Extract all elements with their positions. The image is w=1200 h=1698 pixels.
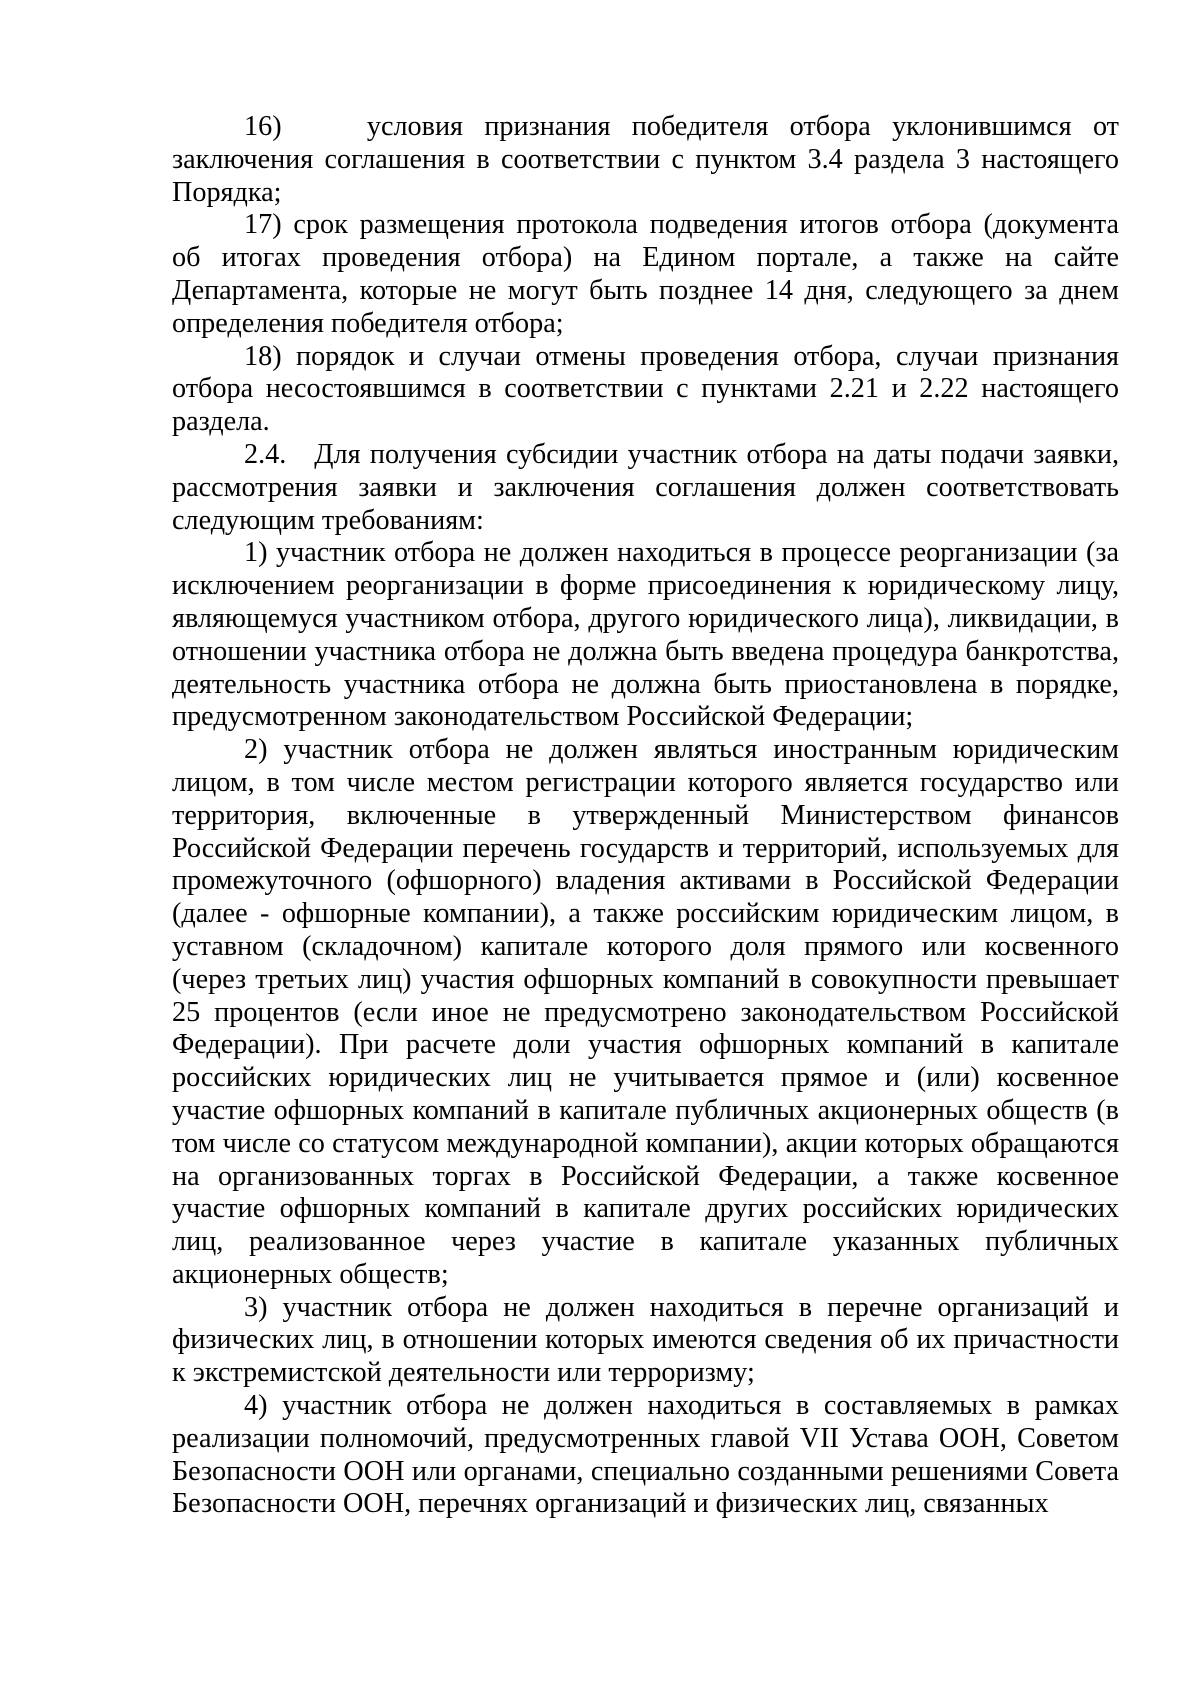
paragraph-item-16: 16) условия признания победителя отбора уклонившимся от заключения соглашения в соответствии с пунктом 3.4 раздела 3 настоящего Порядка; bbox=[172, 111, 1119, 208]
document-body bbox=[172, 111, 1119, 1521]
paragraph-item-18: 18) порядок и случаи отмены проведения отбора, случаи признания отбора несостоявшимся в соответствии с пунктами 2.21 и 2.22 настоящего раздела. bbox=[172, 340, 1119, 438]
paragraph-requirement-1: 1) участник отбора не должен находиться в процессе реорганизации (за исключением реорганизации в форме присоединения к юридическому лицу, являющемуся участником отбора, другого юридического лица), ликвидации, в отношении участника отбора не должна быть введена процедура банкротства, деятельность участника отбора не должна быть приостановлена в порядке, предусмотренном законодательством Российской Федерации; bbox=[172, 537, 1119, 733]
paragraph-requirement-4: 4) участник отбора не должен находиться в составляемых в рамках реализации полномочий, предусмотренных главой VII Устава ООН, Советом Безопасности ООН или органами, специально созданными решениями Совета Безопасности ООН, перечнях организаций и физических лиц, связанных bbox=[172, 1390, 1119, 1520]
paragraph-section-2-4: 2.4. Для получения субсидии участник отбора на даты подачи заявки, рассмотрения заявки и заключения соглашения должен соответствовать следующим требованиям: bbox=[172, 438, 1119, 536]
paragraph-item-17: 17) срок размещения протокола подведения итогов отбора (документа об итогах проведения отбора) на Едином портале, а также на сайте Департамента, которые не могут быть позднее 14 дня, следующего за днем определения победителя отбора; bbox=[172, 209, 1119, 339]
paragraph-requirement-2: 2) участник отбора не должен являться иностранным юридическим лицом, в том числе местом регистрации которого является государство или территория, включенные в утвержденный Министерством финансов Российской Федерации перечень государств и территорий, используемых для промежуточного (офшорного) владения активами в Российской Федерации (далее - офшорные компании), а также российским юридическим лицом, в уставном (складочном) капитале которого доля прямого или косвенного (через третьих лиц) участия офшорных компаний в совокупности превышает 25 процентов (если иное не предусмотрено законодательством Российской Федерации). При расчете доли участия офшорных компаний в капитале российских юридических лиц не учитывается прямое и (или) косвенное участие офшорных компаний в капитале публичных акционерных обществ (в том числе со статусом международной компании), акции которых обращаются на организованных торгах в Российской Федерации, а также косвенное участие офшорных компаний в капитале других российских юридических лиц, реализованное через участие в капитале указанных публичных акционерных обществ; bbox=[172, 734, 1119, 1290]
paragraph-requirement-3: 3) участник отбора не должен находиться в перечне организаций и физических лиц, в отношении которых имеются сведения об их причастности к экстремистской деятельности или терроризму; bbox=[172, 1291, 1119, 1389]
